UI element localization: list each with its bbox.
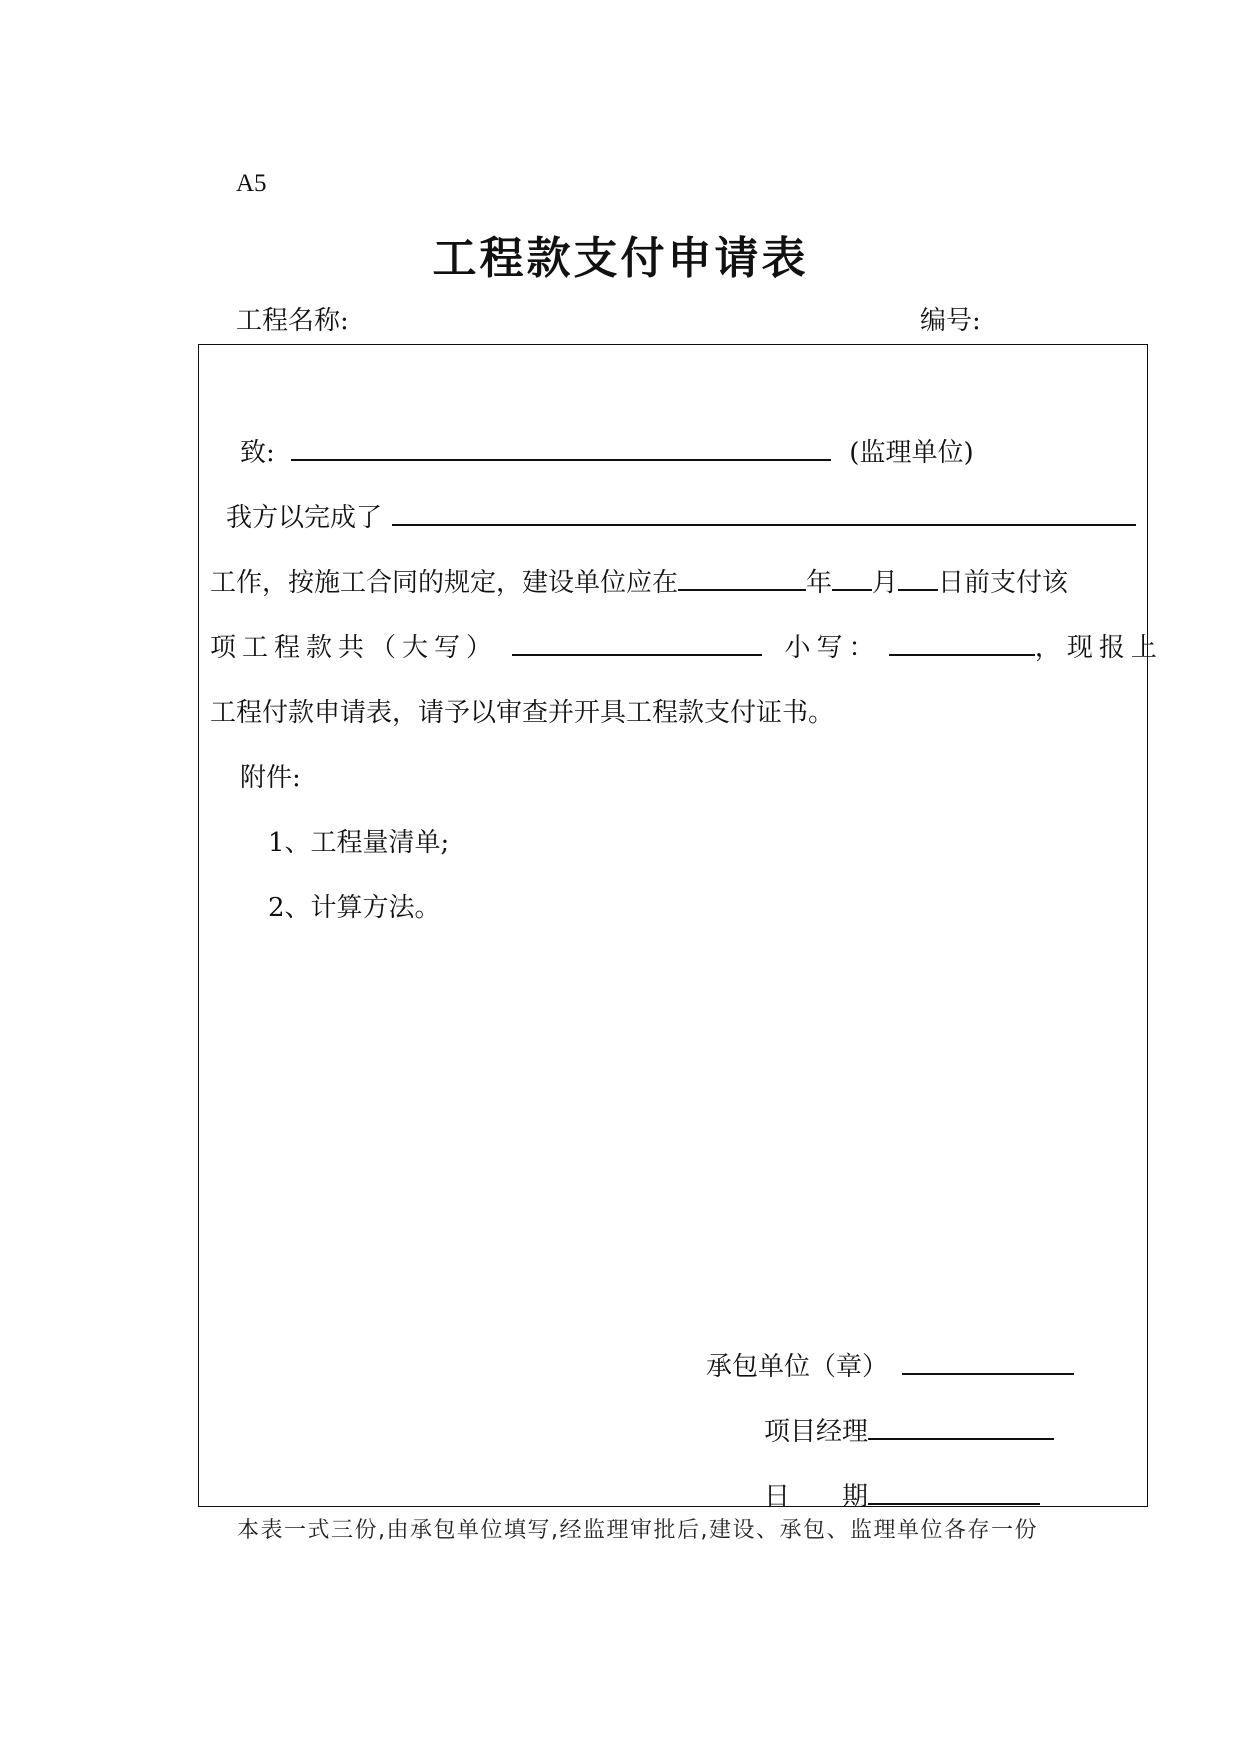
- date-blank[interactable]: [868, 1477, 1040, 1505]
- date-label-first: 日: [764, 1482, 791, 1512]
- report-text: ，现报上: [1034, 633, 1163, 663]
- attachment-item: 2、计算方法。: [268, 893, 441, 923]
- to-suffix: (监理单位): [849, 438, 974, 468]
- contractor-label: 承包单位（章）: [706, 1352, 889, 1382]
- year-label: 年: [806, 568, 833, 598]
- completed-row: [226, 497, 1136, 534]
- supervisor-blank[interactable]: [291, 433, 831, 461]
- amount-small-label: 小写：: [784, 633, 881, 663]
- work-blank[interactable]: [392, 498, 1136, 526]
- day-label: 日前支付该: [938, 568, 1069, 598]
- payment-text: 工作，按施工合同的规定，建设单位应在: [210, 568, 679, 598]
- attachment-item: 1、工程量清单;: [268, 828, 450, 858]
- completed-label: 我方以完成了: [226, 503, 383, 533]
- manager-blank[interactable]: [868, 1412, 1054, 1440]
- manager-row: [764, 1411, 1054, 1448]
- contractor-blank[interactable]: [902, 1347, 1074, 1375]
- attachments-label: 附件:: [240, 763, 301, 793]
- contractor-row: [706, 1346, 1074, 1383]
- amount-capital-label: 项工程款共（大写）: [210, 633, 499, 663]
- to-row: [240, 432, 974, 469]
- form-code: A5: [236, 170, 267, 197]
- month-blank[interactable]: [832, 563, 872, 591]
- project-name-label: 工程名称:: [236, 306, 349, 336]
- day-blank[interactable]: [898, 563, 938, 591]
- amount-row: [210, 627, 1163, 664]
- date-row: [210, 562, 1068, 599]
- to-label: 致:: [240, 438, 275, 468]
- month-label: 月: [872, 568, 899, 598]
- year-blank[interactable]: [678, 563, 806, 591]
- request-text: 工程付款申请表，请予以审查并开具工程款支付证书。: [210, 698, 835, 728]
- page-title: 工程款支付申请表: [432, 233, 809, 284]
- amount-capital-blank[interactable]: [512, 628, 762, 656]
- date-label-second: 期: [842, 1482, 869, 1512]
- number-label: 编号:: [920, 306, 981, 336]
- footer-note: 本表一式三份,由承包单位填写,经监理审批后,建设、承包、监理单位各存一份: [237, 1518, 1038, 1543]
- date-signature-row: [764, 1476, 1040, 1513]
- amount-small-blank[interactable]: [889, 628, 1035, 656]
- manager-label: 项目经理: [764, 1417, 869, 1447]
